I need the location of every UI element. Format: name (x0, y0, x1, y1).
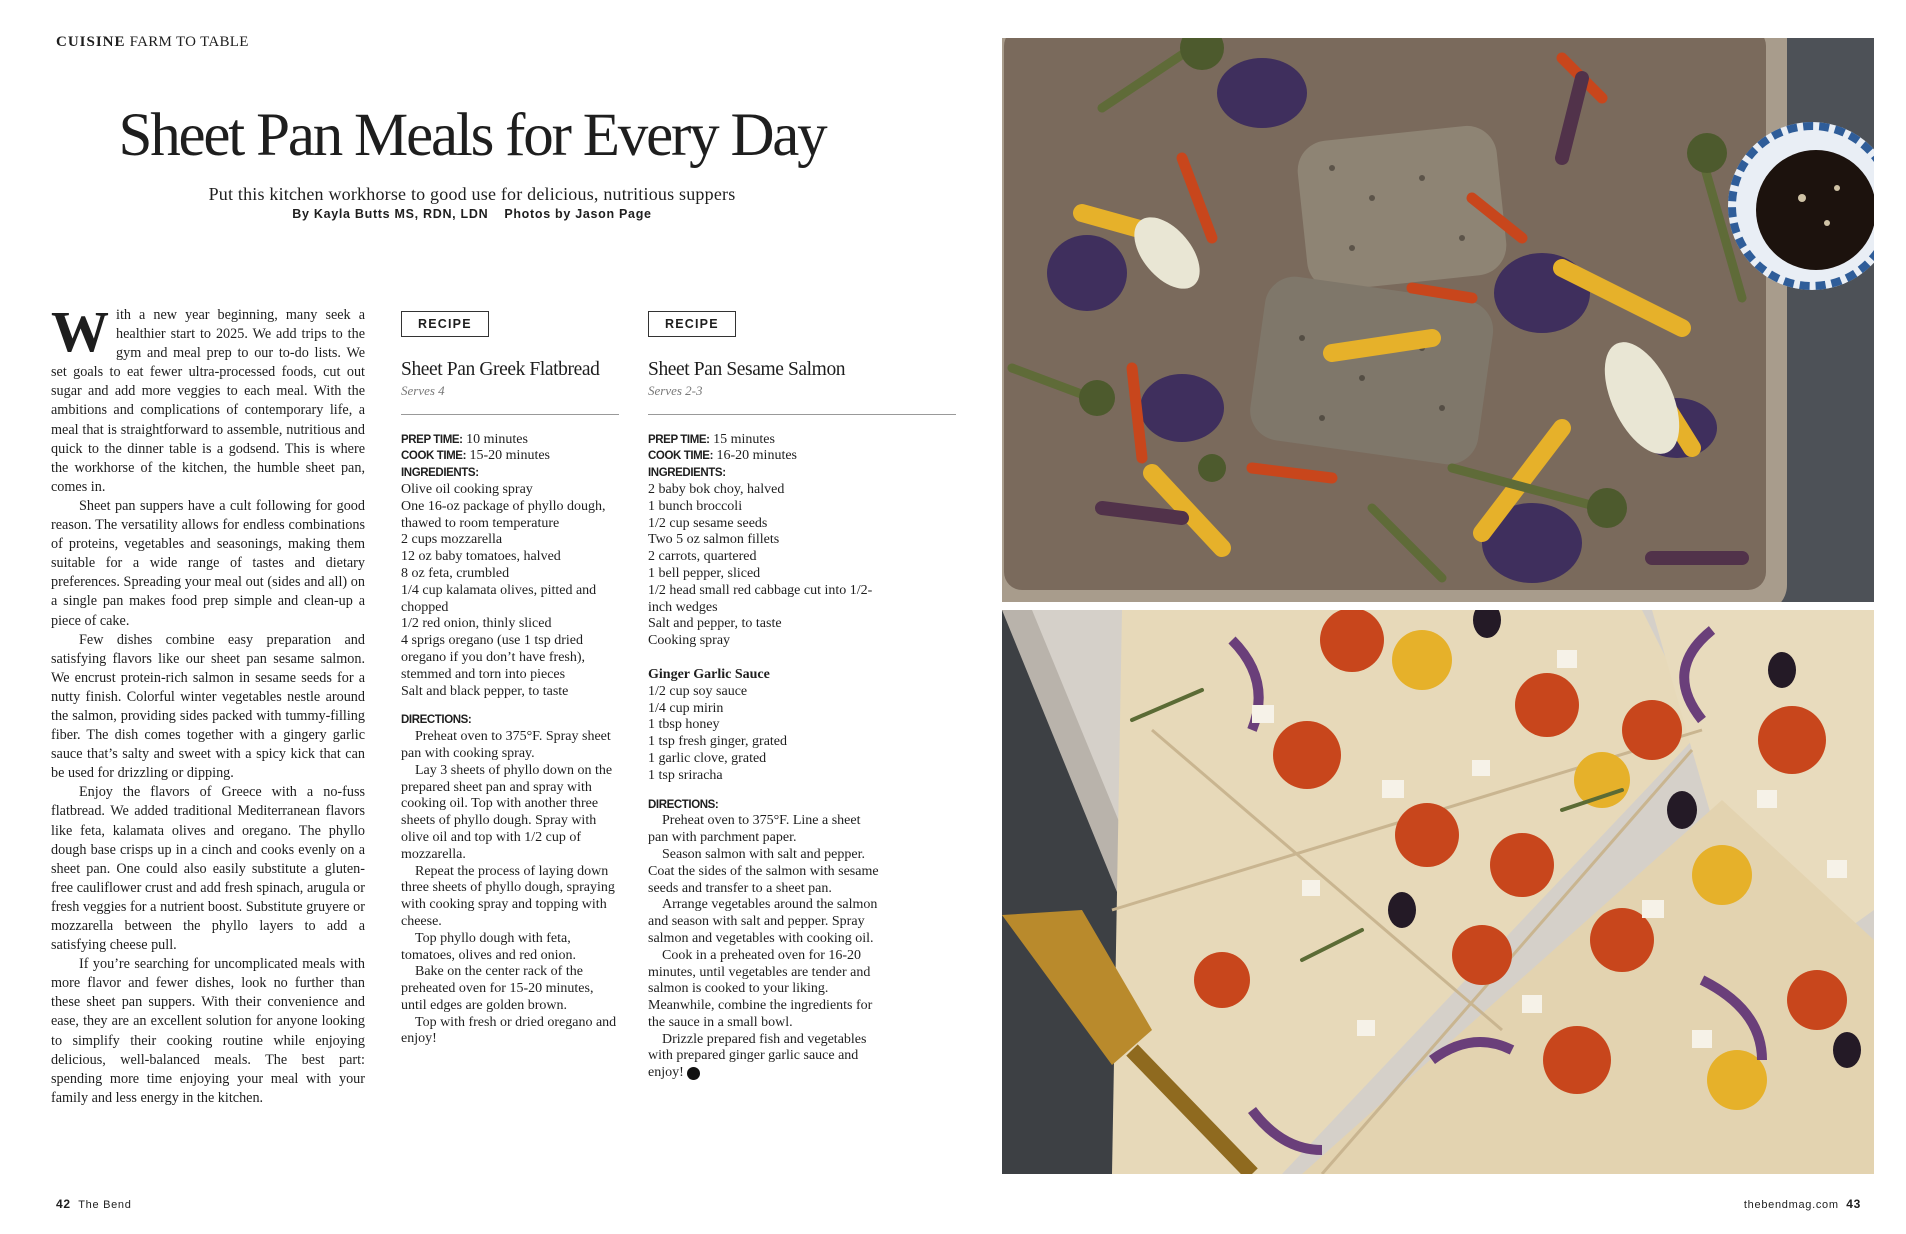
drop-cap: W (51, 299, 108, 364)
recipe-title: Sheet Pan Greek Flatbread (401, 358, 600, 380)
recipe-serves: Serves 4 (401, 382, 445, 398)
ingredient-item: Cooking spray (648, 633, 731, 649)
sauce-heading: Ginger Garlic Sauce (648, 666, 770, 682)
page-number: 43 (1846, 1197, 1861, 1211)
direction-step: Season salmon with salt and pepper. Coat the sides of the salmon with sesame seeds and transfer to a sheet pan. (648, 846, 879, 896)
salmon-sheet-pan-photo (1002, 38, 1874, 602)
folio-right (1744, 1197, 1861, 1211)
ingredient-item: Olive oil cooking spray (401, 481, 533, 497)
direction-step: Arrange vegetables around the salmon and season with salt and pepper. Spray salmon and vegetables with cooking oil. (648, 897, 878, 946)
recipe-sesame-salmon (648, 311, 956, 1082)
recipe-title: Sheet Pan Sesame Salmon (648, 358, 846, 380)
recipe-body (648, 432, 884, 1082)
prep-time: PREP TIME: 15 minutes (648, 431, 775, 447)
ingredient-list (401, 482, 619, 700)
ingredient-item: One 16-oz package of phyllo dough, thawed to room temperature (401, 498, 606, 531)
cook-time: COOK TIME: 16-20 minutes (648, 448, 797, 464)
ingredient-item: 2 cups mozzarella (401, 532, 503, 548)
direction-step: Top with fresh or dried oregano and enjoy! (401, 1014, 617, 1047)
ingredient-item: Two 5 oz salmon fillets (648, 532, 780, 548)
directions-heading: DIRECTIONS: (401, 714, 472, 727)
ingredient-item: 1/4 cup kalamata olives, pitted and chopped (401, 582, 597, 615)
divider (401, 414, 619, 415)
article-paragraph: With a new year beginning, many seek a healthier start to 2025. We add trips to the gym and meal prep to our to-do lists. We set goals to eat fewer ultra-processed foods, cut out sugar and add more veggies to each meal. With the ambitions and complications of contemporary life, a meal that is straightforward to assemble, nutritious and quick to the dinner table is a godsend. This is where the workhorse of the kitchen, the humble sheet pan, comes in. (51, 299, 365, 495)
sauce-item: 1 tbsp honey (648, 717, 720, 733)
sauce-item: 1 tsp fresh ginger, grated (648, 734, 788, 750)
direction-step: Lay 3 sheets of phyllo down on the prepared sheet pan and spray with cooking oil. Top with another three sheets of phyllo dough. Spray with olive oil and top with 1/2 cup of mozzarella. (401, 762, 613, 862)
website-link[interactable]: thebendmag.com (1743, 1199, 1839, 1211)
recipe-greek-flatbread (401, 311, 619, 1048)
direction-step: Preheat oven to 375°F. Line a sheet pan with parchment paper. (648, 813, 861, 846)
directions-list (648, 813, 884, 1082)
article-paragraph: Sheet pan suppers have a cult following for good reason. The versatility allows for endless combinations of proteins, vegetables and seasonings, making them suitable for a wide range of tastes and dietary preferences. Spreading your meal out (sides and all) on a single pan makes food prep simple and clean-up a piece of cake. (51, 497, 365, 629)
sauce-item: 1/4 cup mirin (648, 700, 724, 716)
direction-step: Drizzle prepared fish and vegetables with prepared ginger garlic sauce and enjoy! TB (648, 1031, 867, 1081)
byline (0, 207, 944, 221)
ingredient-item: 2 carrots, quartered (648, 549, 757, 565)
ingredient-list (648, 482, 884, 650)
ingredient-item: 8 oz feta, crumbled (401, 565, 510, 581)
divider (648, 414, 956, 415)
article-body (51, 299, 365, 1108)
salmon-photo-illustration (1002, 38, 1874, 602)
sauce-item: 1 garlic clove, grated (648, 750, 767, 766)
sauce-item: 1 tsp sriracha (648, 767, 723, 783)
prep-time: PREP TIME: 10 minutes (401, 431, 528, 447)
recipe-serves: Serves 2-3 (648, 382, 703, 398)
ingredient-item: Salt and black pepper, to taste (401, 683, 569, 699)
ingredient-item: 4 sprigs oregano (use 1 tsp dried oregano if you don’t have fresh), stemmed and torn into pieces (401, 633, 586, 682)
article-paragraph: If you’re searching for uncomplicated meals with more flavor and fewer dishes, look no further than these sheet pan suppers. With their convenience and ease, they are an excellent solution for anyone looking to simplify their cooking routine while enjoying delicious, well-balanced meals. The best part: spending more time enjoying your meal with your family and less energy in the kitchen. (51, 956, 365, 1106)
article-subtitle: Put this kitchen workhorse to good use for delicious, nutritious suppers (208, 184, 736, 204)
folio-left (56, 1197, 132, 1211)
direction-step: Bake on the center rack of the preheated oven for 15-20 minutes, until edges are golden brown. (401, 964, 594, 1013)
author-credit: By Kayla Butts MS, RDN, LDN (292, 207, 489, 221)
direction-step: Cook in a preheated oven for 16-20 minutes, until vegetables are tender and salmon is cooked to your liking. Meanwhile, combine the ingredients for the sauce in a small bowl. (648, 947, 873, 1030)
page-number: 42 (56, 1197, 71, 1211)
ingredient-item: 1 bell pepper, sliced (648, 565, 761, 581)
ingredient-item: 1/2 head small red cabbage cut into 1/2-inch wedges (648, 582, 873, 615)
section-subname: FARM TO TABLE (129, 34, 249, 50)
section-name: CUISINE (56, 34, 126, 50)
article-paragraph: Enjoy the flavors of Greece with a no-fuss flatbread. We added traditional Mediterranean flavors like feta, kalamata olives and oregano. The phyllo dough base crisps up in a cinch and cooks evenly on a sheet pan. One could also easily substitute a gluten-free cauliflower crust and add fresh spinach, arugula or fresh veggies for a nutrient boost. Substitute gruyere or mozzarella between the phyllo layers to add a satisfying cheese pull. (51, 784, 365, 954)
cook-time: COOK TIME: 15-20 minutes (401, 448, 550, 464)
ingredient-item: 2 baby bok choy, halved (648, 481, 785, 497)
section-label (56, 34, 249, 51)
direction-step: Top phyllo dough with feta, tomatoes, olives and red onion. (401, 930, 576, 963)
directions-list (401, 729, 619, 1048)
article-title: Sheet Pan Meals for Every Day (118, 102, 826, 169)
flatbread-photo-illustration (1002, 610, 1874, 1174)
ingredient-item: Salt and pepper, to taste (648, 616, 782, 632)
ingredient-item: 1 bunch broccoli (648, 498, 743, 514)
directions-heading: DIRECTIONS: (648, 798, 719, 811)
flatbread-sheet-pan-photo (1002, 610, 1874, 1174)
sauce-item: 1/2 cup soy sauce (648, 683, 748, 699)
article-paragraph: Few dishes combine easy preparation and satisfying flavors like our sheet pan sesame salmon. We encrust protein-rich salmon in sesame seeds for a nutty finish. Colorful winter vegetables nestle around the salmon, providing sides packed with tummy-filling fiber. The dish comes together with a gingery garlic sauce that’s salty and sweet with a spicy kick that can be used for drizzling or dipping. (51, 631, 365, 782)
publication-name: The Bend (78, 1199, 132, 1211)
recipe-tag: RECIPE (648, 311, 736, 337)
direction-step: Repeat the process of laying down three sheets of phyllo dough, spraying with cooking spray and topping with cheese. (401, 863, 615, 929)
ingredient-item: 1/2 red onion, thinly sliced (401, 616, 552, 632)
ingredients-heading: INGREDIENTS: (648, 467, 726, 480)
direction-step: Preheat oven to 375°F. Spray sheet pan with cooking spray. (401, 729, 611, 761)
ingredient-item: 12 oz baby tomatoes, halved (401, 549, 561, 565)
ingredients-heading: INGREDIENTS: (401, 467, 479, 480)
recipe-tag: RECIPE (401, 311, 489, 337)
ingredient-item: 1/2 cup sesame seeds (648, 515, 768, 531)
sauce-list (648, 684, 884, 785)
end-mark-logo-icon: TB (687, 1067, 700, 1080)
photo-credit: Photos by Jason Page (504, 207, 652, 221)
